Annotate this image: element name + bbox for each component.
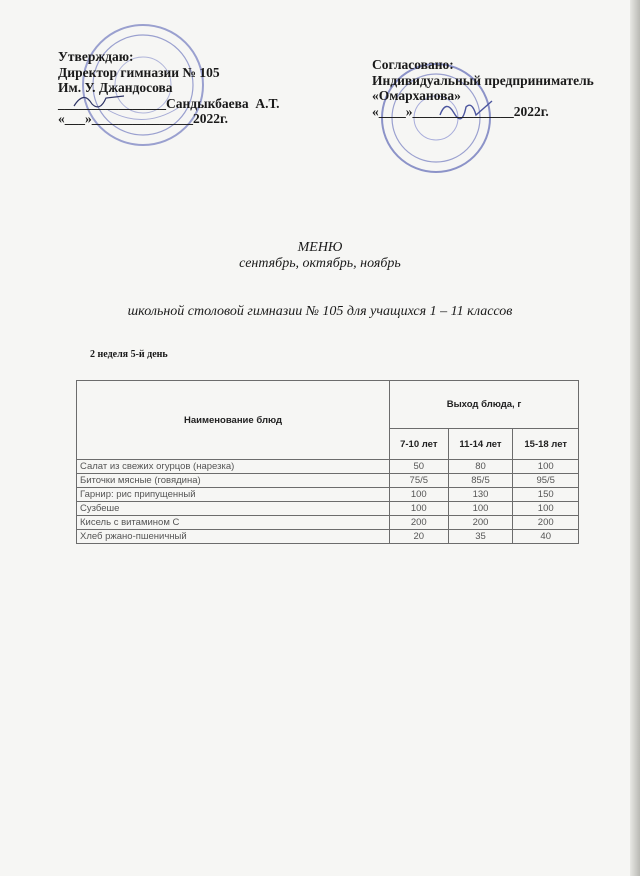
approval-block-right (372, 57, 594, 119)
menu-months: сентябрь, октябрь, ноябрь (239, 256, 401, 271)
dish-name: Биточки мясные (говядина) (77, 474, 390, 488)
table-row (77, 460, 579, 474)
table-row (77, 488, 579, 502)
menu-title: МЕНЮ (297, 240, 343, 255)
dish-name: Салат из свежих огурцов (нарезка) (77, 460, 390, 474)
dish-name: Хлеб ржано-пшеничный (77, 530, 390, 544)
scan-edge (630, 0, 640, 876)
approval-right-line4: «____»_______________2022г. (372, 103, 549, 119)
portion-11-14: 200 (448, 516, 513, 530)
approval-right-line1: Согласовано: (372, 57, 454, 72)
approval-left-line4: ________________Сандыкбаева А.Т. (58, 95, 280, 111)
portion-15-18: 95/5 (513, 474, 579, 488)
approval-left-line1: Утверждаю: (58, 49, 134, 64)
dish-name: Гарнир: рис припущенный (77, 488, 390, 502)
approval-left-line5: «___»_______________2022г. (58, 111, 228, 126)
header-age-11-14: 11-14 лет (448, 429, 513, 460)
approval-block-left (58, 49, 280, 127)
portion-15-18: 150 (513, 488, 579, 502)
portion-11-14: 130 (448, 488, 513, 502)
week-day-label: 2 неделя 5-й день (90, 349, 168, 360)
portion-11-14: 35 (448, 530, 513, 544)
approval-left-line3: Им. У. Джандосова (58, 80, 173, 95)
portion-7-10: 200 (390, 516, 449, 530)
table-row (77, 502, 579, 516)
table-row (77, 530, 579, 544)
portion-11-14: 85/5 (448, 474, 513, 488)
portion-7-10: 50 (390, 460, 449, 474)
table-row (77, 474, 579, 488)
header-age-15-18: 15-18 лет (513, 429, 579, 460)
portion-15-18: 100 (513, 502, 579, 516)
portion-7-10: 100 (390, 488, 449, 502)
portion-11-14: 80 (448, 460, 513, 474)
portion-15-18: 200 (513, 516, 579, 530)
portion-15-18: 40 (513, 530, 579, 544)
dish-name: Сузбеше (77, 502, 390, 516)
portion-7-10: 100 (390, 502, 449, 516)
menu-subtitle: школьной столовой гимназии № 105 для учащихся 1 – 11 классов (127, 304, 513, 319)
approval-left-line2: Директор гимназии № 105 (58, 64, 220, 80)
header-age-7-10: 7-10 лет (390, 429, 449, 460)
portion-7-10: 20 (390, 530, 449, 544)
menu-table (76, 380, 579, 544)
portion-15-18: 100 (513, 460, 579, 474)
table-row (77, 516, 579, 530)
portion-11-14: 100 (448, 502, 513, 516)
portion-7-10: 75/5 (390, 474, 449, 488)
header-output: Выход блюда, г (390, 381, 579, 429)
dish-name: Кисель с витамином С (77, 516, 390, 530)
approval-right-line2: Индивидуальный предприниматель (372, 72, 594, 88)
header-dish-name: Наименование блюд (77, 381, 390, 460)
approval-right-line3: «Омарханова» (372, 88, 461, 103)
